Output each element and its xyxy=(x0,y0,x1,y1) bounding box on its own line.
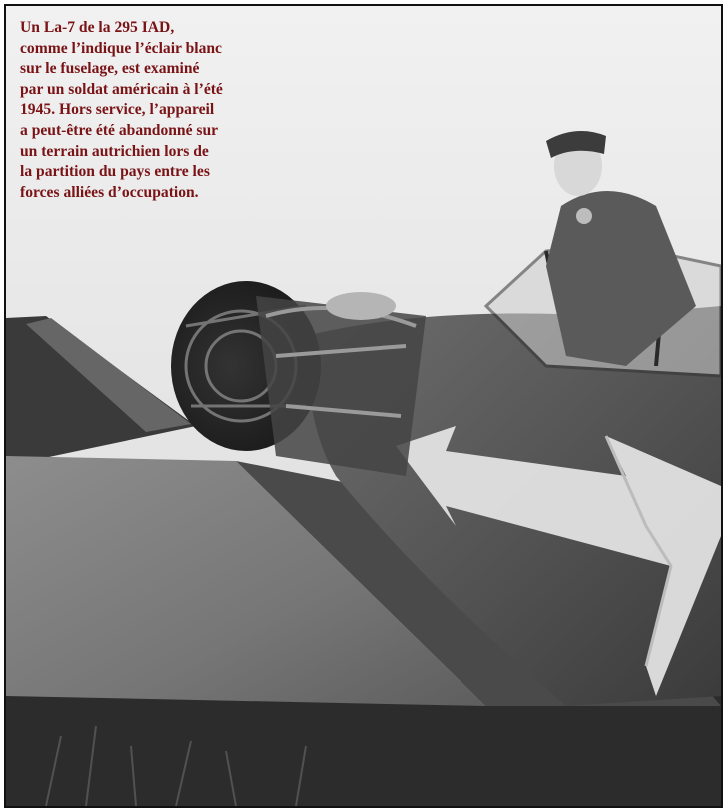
photo-frame xyxy=(4,4,723,808)
photo-caption: Un La-7 de la 295 IAD, comme l’indique l’éclair blanc sur le fuselage, est examiné par un soldat américain à l’été 1945. Hors service, l’appareil a peut-être été abandonné sur un terrain autrichien lors de la partition du pays entre les forces alliées d’occupation. xyxy=(20,19,223,201)
shoulder-patch xyxy=(576,208,592,224)
engine-frame xyxy=(256,296,426,476)
exhaust-part xyxy=(326,292,396,320)
